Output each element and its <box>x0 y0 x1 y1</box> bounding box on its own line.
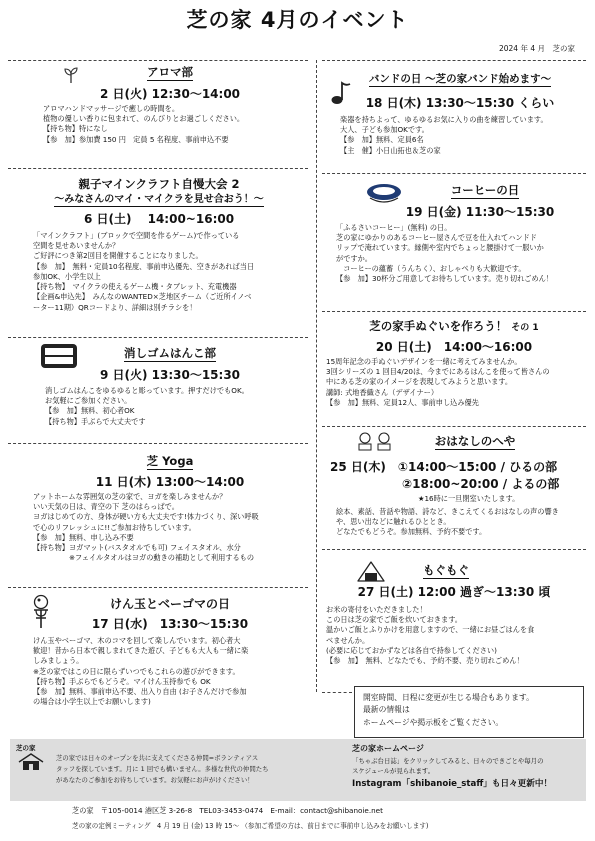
text-line: 【参 加】無料、定員12人、事前申し込み優先 <box>326 397 479 407</box>
text-line: ※フェイルタオルはヨガの動きの補助として利用するもの <box>33 553 255 563</box>
text-line: 15周年記念の手ぬぐいデザインを一緒に考えてみませんか。 <box>326 357 522 366</box>
text-line: 温かいご飯とふりかけを用意しますので、一緒にお昼ごはんを食 <box>326 625 535 635</box>
divider <box>322 549 586 550</box>
text-line: お気軽にご参加ください。 <box>45 396 132 406</box>
text-line: ご好評につき第2回目を開催することになりました。 <box>33 251 203 261</box>
divider <box>322 311 586 312</box>
mogumogu-time: 27 日(土) 12:00 過ぎ～13:30 頃 <box>357 585 551 599</box>
text-line: 【持ち物】特になし <box>43 124 108 134</box>
band-title: バンドの日 ～芝の家バンド始めます～ <box>368 73 552 85</box>
text-line: 「マインクラフト」(ブロックで空間を作るゲーム)で作っている <box>33 231 240 240</box>
ohanashi-details <box>336 507 559 538</box>
minecraft-details <box>33 231 254 313</box>
minecraft-title: 親子マインクラフト自慢大会 2 <box>78 177 240 191</box>
text-line: リップで淹れています。縁側や室内でちょっと腰掛けて一服いか <box>336 243 544 253</box>
text-line: 3回シリーズの 1 回目4/20は、今までにあるはんこを使って皆さんの <box>326 367 550 377</box>
divider <box>8 337 308 338</box>
homepage-title: 芝の家ホームページ <box>352 744 424 753</box>
text-line: 【持ち物】手ぶらでもどうぞ。マイけん玉持参でも OK <box>33 676 211 686</box>
text-line: ーター11期）QRコードより、詳細は別チラシを！ <box>33 302 197 312</box>
coffee-cup-icon <box>366 182 406 206</box>
text-line: 【参 加】30杯分ご用意してお待ちしています。売り切れごめん！ <box>336 274 554 284</box>
ohanashi-note: ★16時に一旦閉室いたします。 <box>418 494 520 503</box>
text-line: 【参 加】無料、事前申込不要、出入り自由 (お子さんだけで参加 <box>33 687 247 697</box>
text-line: 植物の優しい香りに包まれて、のんびりとお過ごしください。 <box>43 114 245 124</box>
rice-ball-icon <box>356 560 386 584</box>
text-line: 最新の情報は <box>363 705 410 715</box>
house-icon <box>16 753 46 771</box>
aroma-time: 2 日(火) 12:30～14:00 <box>99 87 241 101</box>
meeting-line: 芝の家の定例ミーティング 4 月 19 日 (金) 13 時 15～ （参加ご希望の方は、前日までに事前申し込みをお願いします) <box>72 822 429 830</box>
tenugui-title: 芝の家手ぬぐいを作ろう！ その 1 <box>369 319 539 333</box>
text-line: (必要に応じておかずなどは各自で持参してください) <box>326 645 497 655</box>
column-divider <box>316 60 317 692</box>
text-line: 「ふるさいコーヒー」(無料) の日。 <box>336 223 452 232</box>
address-line: 芝の家 〒105-0014 港区芝 3-26-8 TEL03-3453-0474 E-mail：contact@shibanoie.net <box>72 806 383 815</box>
text-line: ヨガはじめての方、身体が硬い方も大丈夫です!体力づくり、深い呼吸 <box>33 512 259 522</box>
storytelling-icon <box>356 431 396 451</box>
text-line: けん玉やベーゴマ、木のコマを回して楽しんでいます。初心者大 <box>33 636 241 645</box>
tenugui-time: 20 日(土) 14:00～16:00 <box>375 340 533 354</box>
text-line: 大人、子ども参加OKです。 <box>340 125 429 135</box>
mogumogu-title: もぐもぐ <box>423 563 469 577</box>
text-line: べませんか。 <box>326 635 370 645</box>
aroma-details <box>43 104 244 145</box>
divider <box>8 443 308 444</box>
text-line: ※芝の家ではこの日に限らずいつでもこれらの遊びができます。 <box>33 666 240 676</box>
text-line: 【参 加】参加費 150 円 定員 5 名程度、事前申込不要 <box>43 134 229 144</box>
minecraft-subtitle: ～みなさんのマイ・マイクラを見せ合おう！～ <box>54 194 264 205</box>
divider <box>8 587 308 588</box>
band-details <box>340 115 548 156</box>
divider <box>322 173 586 174</box>
text-line: があなたのご参加をお待ちしています。お気軽にお声がけください！ <box>56 775 254 784</box>
kendama-time: 17 日(水) 13:30～15:30 <box>91 617 249 631</box>
text-line: 【参 加】無料、定員6名 <box>340 135 424 145</box>
ohanashi-title: おはなしのへや <box>434 434 516 448</box>
text-line: アットホームな雰囲気の芝の家で、ヨガを楽しみませんか？ <box>33 492 227 501</box>
divider <box>8 168 308 169</box>
text-line: 【参 加】 無料・定員10名程度、事前申込優先、空きがあれば当日 <box>33 261 255 271</box>
text-line: 【持ち物】ヨガマット(バスタオルでも可) フェイスタオル、水分 <box>33 543 241 553</box>
text-line: 【企画&申込先】 みんなのWANTED×芝地区チーム（ご近所イノベ <box>33 292 252 302</box>
text-line: スケジュールが見られます。 <box>352 767 435 776</box>
text-line: コーヒーの蘊蓄（うんちく）、おしゃべりも大歓迎です。 <box>336 263 526 273</box>
tenugui-details <box>326 357 550 408</box>
divider <box>8 60 308 61</box>
minecraft-time: 6 日(土) 14:00~16:00 <box>83 212 235 226</box>
page-title: 芝の家 4月のイベント <box>186 8 409 32</box>
text-line: がですか。 <box>336 253 372 263</box>
text-line: 芝の家にゆかりのあるコーヒー屋さんで豆を仕入れてハンドド <box>336 233 537 243</box>
homepage-info <box>352 742 582 792</box>
text-line: 開室時間、日程に変更が生じる場合もあります。 <box>363 693 534 702</box>
eraser-title: 消しゴムはんこ部 <box>124 346 216 360</box>
logo-text: 芝の家 <box>16 744 36 752</box>
text-line: 参加OK、小学生以上 <box>33 271 101 281</box>
sprout-icon <box>62 66 80 84</box>
text-line: 【参 加】 無料、どなたでも、予約不要、売り切れごめん！ <box>326 656 524 666</box>
stamp-icon <box>40 343 78 369</box>
divider <box>322 692 352 693</box>
issue-date: 2024 年 4 月 芝の家 <box>498 44 575 53</box>
text-line: 消しゴムはんこをゆるゆると彫っています。押すだけでもOK。 <box>45 386 249 395</box>
text-line: ホームページや掲示板をご覧ください。 <box>363 717 504 727</box>
aroma-title: アロマ部 <box>147 65 193 79</box>
text-line: 「ちゃぶ台日誌」をクリックしてみると、日々のできごとや毎月の <box>352 756 544 765</box>
divider <box>322 426 586 427</box>
yoga-title: 芝 Yoga <box>146 454 194 468</box>
text-line: 空間を見せあいませんか？ <box>33 241 120 251</box>
coffee-time: 19 日(金) 11:30～15:30 <box>405 205 555 219</box>
text-line: 楽器を持ちよって、ゆるゆるお気に入りの曲を練習しています。 <box>340 115 548 124</box>
ohanashi-time-day: 25 日(木) ①14:00～15:00 / ひるの部 <box>330 460 558 474</box>
text-line: しみましょう。 <box>33 656 84 666</box>
mogumogu-details <box>326 605 534 666</box>
yoga-time: 11 日(木) 13:00～14:00 <box>95 475 245 489</box>
kendama-icon <box>28 594 54 630</box>
text-line: アロマハンドマッサージで癒しの時間を。 <box>43 104 180 113</box>
ohanashi-time-night: ②18:00~20:00 / よるの部 <box>402 477 560 491</box>
kendama-title: けん玉とベーゴマの日 <box>109 597 230 611</box>
band-time: 18 日(木) 13:30～15:30 くらい <box>365 96 555 110</box>
text-line: タッフを探しています。月に 1 回でも構いません。多様な世代の仲間たち <box>56 764 269 773</box>
text-line: 【参 加】無料、初心者OK <box>45 406 135 416</box>
divider <box>322 60 586 61</box>
text-line: 【持ち物】 マイクラの使えるゲーム機・タブレット、充電機器 <box>33 282 237 292</box>
house-logo <box>16 744 50 774</box>
notice-box <box>354 686 584 738</box>
text-line: や、思い出などに触れるひととき。 <box>336 517 451 527</box>
text-line: の場合は小学生以上でお願いします) <box>33 697 151 707</box>
text-line: いい天気の日は、青空の下 芝のはらっぱで。 <box>33 502 179 512</box>
eraser-time: 9 日(火) 13:30～15:30 <box>99 368 241 382</box>
text-line: 講師: 式地香織さん（デザイナー） <box>326 387 439 397</box>
yoga-details <box>33 492 259 564</box>
text-line: この日は芝の家でご飯を炊いておきます。 <box>326 615 462 625</box>
text-line: お米の寄付をいただきました！ <box>326 605 427 614</box>
text-line: で心のリフレッシュに!!ご参加お待ちしています。 <box>33 522 196 532</box>
text-line: 【持ち物】手ぶらで大丈夫です <box>45 416 146 426</box>
text-line: 絵本、素話、昔話や物語、詩など、きこえてくるおはなしの声の響き <box>336 507 559 516</box>
volunteer-text <box>56 753 328 786</box>
text-line: 歓迎！昔から日本で親しまれてきた遊び、子どもも大人も一緒に楽 <box>33 646 249 656</box>
coffee-title: コーヒーの日 <box>450 183 520 197</box>
text-line: 中にある芝の家のイメージを表現してみようと思います。 <box>326 377 513 387</box>
text-line: 【参 加】無料、申し込み不要 <box>33 532 134 542</box>
text-line: 【主 催】小日山拓也＆芝の家 <box>340 145 441 155</box>
text-line: どなたでもどうぞ。参加無料、予約不要です。 <box>336 527 487 537</box>
eraser-details <box>45 386 249 427</box>
coffee-details <box>336 223 553 284</box>
kendama-details <box>33 636 248 708</box>
instagram-line[interactable]: Instagram「shibanoie_staff」も日々更新中！ <box>352 779 553 790</box>
text-line: 芝の家では日々のオープンを共に支えてくださる仲間=ボランティアス <box>56 754 259 762</box>
